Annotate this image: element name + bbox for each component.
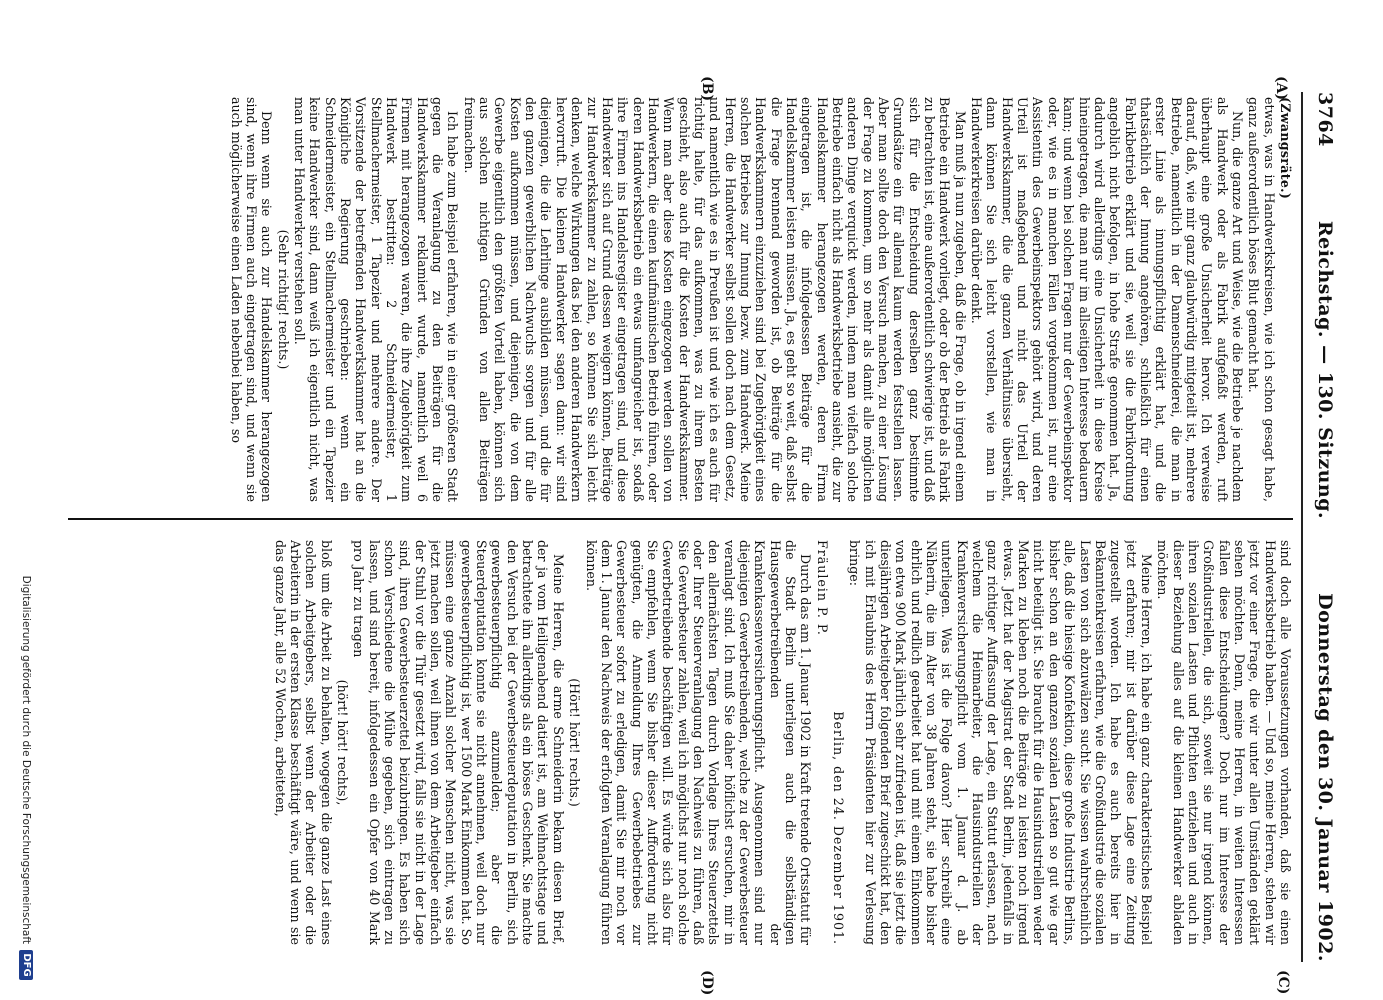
paragraph: etwas, was in Handwerkskreisen, wie ich schon gesagt habe, ganz außerordentlich böses Blut gemacht hat. (1246, 97, 1277, 502)
speaker-name: (Zwangsräte.) (1278, 97, 1293, 200)
column-divider (68, 518, 1293, 520)
credit-text: Digitalisierung gefördert durch die Deutsche Forschungsgemeinschaft (20, 575, 32, 944)
letter-salutation: Fräulein P. P. (814, 540, 830, 636)
header-rule (1301, 92, 1303, 962)
paragraph: Denn wenn sie auch zur Handelskammer herangezogen sind, wenn ihre Firmen auch eingetragen sind, und wenn sie auch möglicherweise einen Laden nebenbei haben, so (228, 97, 275, 502)
margin-letter-b: (B) (699, 76, 715, 102)
paragraph: Meine Herren, ich habe ein ganz charakteristisches Beispiel jetzt erfahren; mir ist darüber diese Lage eine Zeitung zugestellt worden. Ich habe es auch bereits hier in Bekanntenkreisen erfahren, wie die Großindustrie die sozialen Lasten von sich abzuwälzen sucht. Sie wissen wahrscheinlich alle, daß die hiesige Konfektion, diese große Industrie Berlins, bisher schon an den ganzen sozialen Lasten so gut wie gar nicht beteiligt ist. Sie braucht für die Hausindustriellen weder Marken zu kleben noch die Beiträge zu leisten noch irgend etwas. Jetzt hat der Magistrat der Stadt Berlin, jedenfalls in ganz richtiger Auffassung der Lage, ein Statut erlassen, nach welchem die Heimarbeiter, die Hausindustriellen der Krankenversicherungspflicht vom 1. Januar d. J. ab unterliegen. Was ist die Folge davon? Hier schreibt eine Näherin, die im Alter von 38 Jahren steht, sie habe bisher ehrlich und redlich gearbeitet hat und mit einem Einkommen von etwa 900 Mark jährlich sehr zufrieden ist, daß sie jetzt die diesjährigen Arbeitgeber folgenden Brief zugeschickt hat, den ich mit Erlaubnis des Herrn Präsidenten hier zur Verlesung bringe: (847, 540, 1154, 945)
margin-letter-d: (D) (699, 970, 715, 996)
interjection: (hört! hört! rechts), (335, 679, 351, 806)
paragraph: sind doch alle Voraussetzungen vorhanden, daß sie einen Handwerksbetrieb haben. — Und so, meine Herren, stehen wir jetzt vor einer Frage, die wir unter allen Umständen geklärt sehen möchten. Denn, meine Herren, in weiten Interessen fallen diese Entscheidungen? Doch nur im Interesse der Großindustriellen, die sich, soweit sie nur irgend können, ihren sozialen Lasten und Pflichten entziehen und auch in dieser Beziehung alles auf die kleinen Handwerker abladen möchten. (1155, 540, 1293, 945)
margin-letter-a: (A) (1273, 76, 1289, 101)
right-column (58, 540, 1293, 945)
paragraph: Meine Herren, die arme Schneiderin bekam diesen Brief, der ja vom Heiligenabend datiert ist, am Weihnachtstage und betrachtete ihn allerdings als ein böses Geschenk. Sie machte den Versuch bei der Gewerbesteuerdeputation in Berlin, sich gewerbesteuerpflichtig anzumelden; aber die Steuerdeputation konnte sie nicht annehmen, weil doch nur gewerbesteuerpflichtig ist, wer 1500 Mark Einkommen hat. So müssen eine ganze Anzahl solcher Menschen nicht, was sie jetzt machen sollen, weil ihnen von dem Arbeitgeber einfach der Stuhl vor die Thür gesetzt wird, falls sie nicht in der Lage sind, ihren Gewerbesteuerzettel beizubringen. Es haben sich schon Verschiedene die Mühe gegeben, sich eintragen zu lassen, und sind bereit, infolgedessen ein Opfer von 40 Mark pro Jahr zu tragen (351, 540, 566, 945)
dfg-logo: DFG (19, 950, 33, 980)
header-date: Donnerstag den 30. Januar 1902. (1314, 593, 1336, 962)
interjection: (Hört! hört! rechts.) (567, 678, 583, 807)
letter-body: Durch das am 1. Januar 1902 in Kraft tretende Ortsstatut für die Stadt Berlin unterliegen auch die selbständigen Hausgewerbetreibenden der Krankenkassenversicherungspflicht. Ausgenommen sind nur diejenigen Gewerbetreibenden, welche zu der Gewerbesteuer veranlagt sind. Ich muß Sie daher höflichst ersuchen, mir in den allernächsten Tagen durch Vorlage Ihres Steuerzettels oder Ihrer Steuerveranlagung den Nachweis zu führen, daß Sie Gewerbesteuer zahlen, weil ich möglichst nur noch solche Gewerbetreibende beschäftigen will. Es würde sich also für Sie empfehlen, wenn Sie bisher dieser Aufforderung nicht genügten, die Anmeldung Ihres Gewerbebetriebes zur Gewerbesteuer sofort zu erledigen, damit Sie mir noch vor dem 1. Januar den Nachweis der erfolgten Veranlagung führen können. (583, 540, 814, 945)
page-header (1305, 92, 1345, 962)
margin-letter-c: (C) (1275, 970, 1291, 995)
left-column (58, 97, 1293, 502)
page-number: 3764 (1314, 92, 1336, 147)
paragraph: Nun, die ganze Art und Weise, wie die Betriebe je nachdem als Handwerk oder als Fabrik aufgefaßt werden, ruft überhaupt eine große Unsicherheit hervor. Ich verweise darauf, daß, wie mir ganz glaubwürdig mitgeteilt ist, mehrere Betriebe, namentlich in der Damenschneiderei, die man in erster Linie als innungspflichtig erklärt hat, und die thatsächlich der Innung angehören, schließlich für einen Fabrikbetrieb erklärt und sie, weil sie die Fabrikordnung angeblich nicht befolgen, in hohe Strafe genommen hat. Ja, dadurch wird allerdings eine Unsicherheit in diese Kreise hineingetragen, die man nur im allseitigen Interesse bedauern kann; und wenn bei solchen Fragen nur der Gewerbeinspektor oder, wie es in manchen Fällen vorgekommen ist, nur eine Assistentin des Gewerbeinspektors gehört wird, und deren Urteil ist maßgebend und nicht das Urteil der Handwerkskammer, die die ganzen Verhältnisse übersieht, dann können Sie sich leicht vorstellen, wie man in Handwerkerkreisen darüber denkt. (969, 97, 1245, 502)
header-title: Reichstag. — 130. Sitzung. (1314, 220, 1336, 520)
interjection: (Sehr richtig! rechts.) (275, 229, 291, 370)
digitization-credit (14, 0, 38, 1000)
paragraph: bloß um die Arbeit zu behalten, wogegen die ganze Last eines solchen Arbeitgebers, selbst wenn der Arbeiter oder die Arbeiterin in der ersten Klasse beschäftigt wäre, und wenn sie das ganze Jahr, alle 52 Wochen, arbeiteten, (272, 540, 334, 945)
paragraph: Ich habe zum Beispiel erfahren, wie in einer größeren Stadt gegen die Veranlagung zu den Beiträgen für die Handwerkskammer reklamiert wurde, namentlich weil 6 Firmen mit herangezogen waren, die ihre Zugehörigkeit zum Handwerk bestritten: 2 Schneidermeister, 1 Stellmachermeister, 1 Tapezier und mehrere andere. Der Vorsitzende der betreffenden Handwerkskammer hat an die Königliche Regierung geschrieben: wenn ein Schneidermeister, ein Stellmachermeister und ein Tapezier keine Handwerker sind, dann weiß ich eigentlich nicht, was man unter Handwerker verstehen soll. (292, 97, 461, 502)
paragraph: Man muß ja nun zugeben, daß die Frage, ob in irgend einem Betriebe ein Handwerk vorliegt, oder ob der Betrieb als Fabrik zu betrachten ist, eine außerordentlich schwierige ist, und daß sich für die Entscheidung derselben ganz bestimmte Grundsätze ein für allemal kaum werden feststellen lassen. Aber man sollte doch den Versuch machen, zu einer Lösung der Frage zu kommen, um so mehr als damit alle möglichen anderen Dinge verquickt werden, indem man vielfach solche Betriebe einfach nicht als Handwerksbetriebe ansieht, die zur Handelskammer herangezogen werden, deren Firma eingetragen ist, die infolgedessen Beiträge für die Handelskammer leisten müssen. Ja, es geht so weit, daß selbst die Frage brennend geworden ist, ob Beiträge für die Handwerkskammern einzuziehen sind bei Zugehörigkeit eines solchen Betriebes zur Innung bezw. zum Handwerk. Meine Herren, die Handwerker selbst sollen doch nach dem Gesetz, und namentlich wie es in Preußen ist und wie ich es auch für richtig halte, für das aufkommen, was zu ihrem Besten geschieht, also auch für die Kosten der Handwerkskammer. Wenn man aber diese Kosten eingezogen werden sollen von Handwerkern, die einen kaufmännischen Betrieb führen, oder deren Handwerksbetrieb ein etwas umfangreicher ist, sodaß ihre Firmen ins Handelsregister eingetragen sind, und diese Handwerker sich auf Grund dessen weigern können, Beiträge zur Handwerkskammer zu zahlen, so können Sie sich leicht denken, welche Wirkungen das bei den anderen Handwerkern hervorruft. Die kleinen Handwerker sagen dann: wir sind diejenigen, die die Lehrlinge ausbilden müssen, und die für den ganzen gewerblichen Nachwuchs sorgen und für alle Kosten aufkommen müssen, und diejenigen, die von dem Gewerbe eigentlich den größten Vorteil haben, können sich aus solchen nichtigen Gründen von allen Beiträgen freimachen. (461, 97, 968, 502)
letter-dateline: Berlin, den 24. Dezember 1901. (831, 711, 847, 945)
